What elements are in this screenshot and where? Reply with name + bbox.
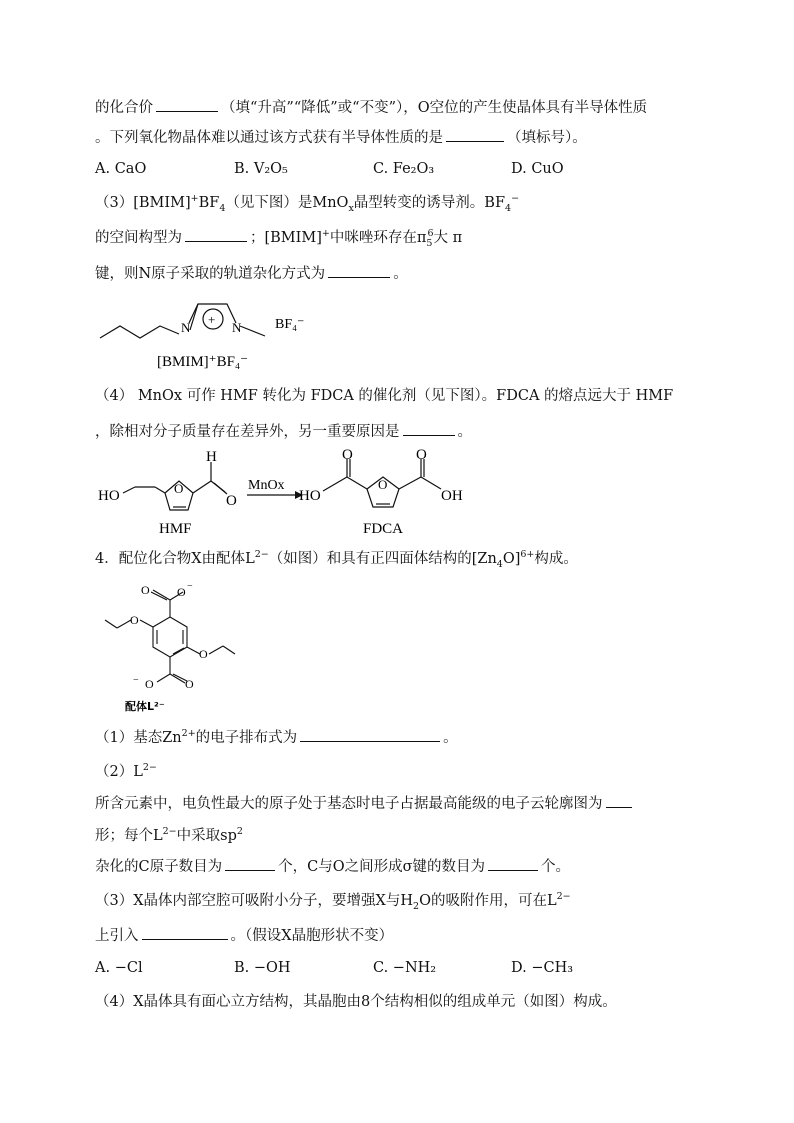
carbonyl-o-top: O (141, 583, 150, 597)
option-formula: −Cl (114, 960, 143, 976)
text: 。 (457, 424, 472, 440)
text: 大 π (433, 230, 463, 246)
n-atom-1: N (181, 320, 191, 335)
carboxylate-o-top: O (177, 585, 186, 599)
ligand-caption: 配体L²⁻ (125, 700, 165, 713)
text: 。下列氧化物晶体难以通过该方式获有半导体性质的是 (95, 130, 443, 146)
q3-line-1 (95, 97, 647, 119)
option-label: D. (511, 161, 527, 177)
text: （3）[BMIM] (95, 195, 191, 211)
q4-intro: 4．配位化合物X由配体$L^{2-}$（如图）和具有正四面体结构的$[Zn_4O]^{6+}$构成。 (95, 549, 578, 570)
carboxylate-o-bottom: O (145, 677, 154, 691)
text: 所含元素中，电负性最大的原子处于基态时电子占据最高能级的电子云轮廓图为 (95, 796, 603, 812)
text: （3）X晶体内部空腔可吸附小分子，要增强X与 (95, 893, 401, 909)
option-formula: Fe₂O₃ (392, 161, 435, 177)
q4-part4 (95, 991, 617, 1013)
answer-blank[interactable] (185, 227, 247, 242)
pi-symbol: π (416, 230, 427, 246)
plus-charge: + (208, 312, 216, 327)
bf4-anion-label: BF₄⁻ (275, 317, 305, 332)
text: 键，则N原子采取的轨道杂化方式为 (95, 266, 326, 282)
fdca-oh: OH (441, 488, 463, 504)
text: 形；每个 (95, 828, 153, 844)
q3-part3-line-3 (95, 263, 408, 285)
option-label: B. (234, 960, 250, 976)
answer-blank[interactable] (606, 793, 632, 808)
option-label: A. (95, 161, 111, 177)
text: 中咪唑环存在 (329, 230, 417, 246)
text: 。（假设X晶胞形状不变） (230, 928, 394, 944)
q3-part3-line-2: 的空间构型为 ；[BMIM]+中咪唑环存在$\pi_5^6$大 π (95, 228, 463, 249)
option-b[interactable] (234, 158, 288, 180)
ether-o-right: O (199, 647, 208, 661)
bmim-bf4-structure (95, 290, 325, 375)
fdca-label: FDCA (363, 521, 404, 537)
answer-blank[interactable] (225, 856, 275, 871)
option-label: B. (234, 161, 250, 177)
aldehyde-h: H (206, 449, 217, 465)
ether-o-left: O (130, 613, 139, 627)
fdca-ho: HO (299, 488, 321, 504)
answer-blank[interactable] (328, 263, 390, 278)
text: （如图）和具有正四面体结构的 (268, 551, 472, 567)
text: （填“升高”“降低”或“不变”），O空位的产生使晶体具有半导体性质 (221, 100, 648, 116)
hmf-ho: HO (98, 488, 120, 504)
ligand-l2-structure (95, 582, 245, 714)
q4-part2-label: $(2)L^{2-}$ (95, 762, 157, 780)
option-formula: CuO (531, 161, 564, 177)
text: ；[BMIM] (250, 230, 322, 246)
option-label: A. (95, 960, 111, 976)
aldehyde-o: O (226, 493, 237, 509)
bmim-caption: [BMIM]⁺BF₄⁻ (157, 354, 249, 370)
option-formula: CaO (114, 161, 147, 177)
hmf-label: HMF (159, 521, 192, 537)
text: 上引入 (95, 928, 139, 944)
option-c[interactable] (373, 158, 434, 180)
text: （见下图）是MnO (225, 195, 349, 211)
text: 的化合价 (95, 100, 153, 116)
ring-o-hmf: O (174, 481, 184, 496)
text: 个，C与O之间形成σ键的数目为 (278, 859, 485, 875)
q4-option-c[interactable] (373, 957, 436, 979)
text: BF (198, 195, 220, 211)
text: （1）基态 (95, 730, 163, 746)
text: 构成。 (534, 551, 578, 567)
text: 的吸附作用，可在 (430, 893, 547, 909)
q4-part2-line-2 (95, 793, 635, 815)
n-atom-2: N (232, 320, 242, 335)
hmf-to-fdca-reaction (95, 447, 495, 542)
answer-blank[interactable] (403, 421, 455, 436)
q3-line-2 (95, 127, 587, 149)
option-d[interactable] (511, 158, 564, 180)
option-label: C. (373, 960, 389, 976)
text: （4） MnOx 可作 HMF 转化为 FDCA 的催化剂（见下图）。FDCA 的熔点远大于 HMF (95, 388, 674, 404)
answer-blank[interactable] (446, 127, 504, 142)
option-formula: −OH (253, 960, 291, 976)
carbonyl-o-bottom: O (185, 677, 194, 691)
option-label: D. (511, 960, 527, 976)
reagent-label: MnOx (248, 478, 285, 493)
text: 的电子排布式为 (195, 730, 298, 746)
text: 晶型转变的诱导剂。BF (353, 195, 506, 211)
text: （2） (95, 764, 134, 780)
q4-part3-line-1: （3）X晶体内部空腔可吸附小分子，要增强X与$H_2O$的吸附作用，可在$L^{2-}$ (95, 891, 571, 912)
answer-blank[interactable] (156, 97, 218, 112)
option-label: C. (373, 161, 389, 177)
option-formula: V₂O₅ (253, 161, 288, 177)
minus-bottom: − (133, 675, 139, 686)
answer-blank[interactable] (300, 727, 440, 742)
option-formula: −NH₂ (392, 960, 437, 976)
q3-part4-line-2 (95, 421, 472, 443)
text: （填标号）。 (507, 130, 587, 146)
option-a[interactable] (95, 158, 146, 180)
ring-o-fdca: O (378, 477, 388, 492)
text: 。 (393, 266, 408, 282)
minus-top: − (187, 582, 193, 592)
q4-part3-line-2 (95, 925, 393, 947)
text: 中采取 (176, 828, 221, 844)
q4-option-b[interactable] (234, 957, 291, 979)
q3-part3-line-1: $(3)[BMIM]^+BF_4$（见下图）是MnO$_x$晶型转变的诱导剂。$BF_4^-$ (95, 193, 520, 214)
q3-part4-line-1 (95, 385, 673, 407)
q4-part2-line-3: 形；每个$L^{2-}$中采取$sp^2$ (95, 826, 243, 844)
carbonyl-o-1: O (342, 447, 353, 463)
text: （4）X晶体具有面心立方结构，其晶胞由8个结构相似的组成单元（如图）构成。 (95, 994, 617, 1010)
text: 的空间构型为 (95, 230, 182, 246)
q4-option-d[interactable] (511, 957, 573, 979)
text: 杂化的C原子数目为 (95, 859, 223, 875)
text: 个。 (540, 859, 570, 875)
text: 。 (443, 730, 458, 746)
text: 4．配位化合物X由配体 (95, 551, 246, 567)
answer-blank[interactable] (142, 925, 228, 940)
q4-option-a[interactable] (95, 957, 143, 979)
answer-blank[interactable] (488, 856, 538, 871)
text: ，除相对分子质量存在差异外，另一重要原因是 (95, 424, 400, 440)
option-formula: −CH₃ (531, 960, 574, 976)
q4-part1: （1）基态$Zn^{2+}$的电子排布式为 。 (95, 728, 458, 746)
carbonyl-o-2: O (416, 447, 427, 463)
q4-part2-line-4 (95, 856, 570, 878)
